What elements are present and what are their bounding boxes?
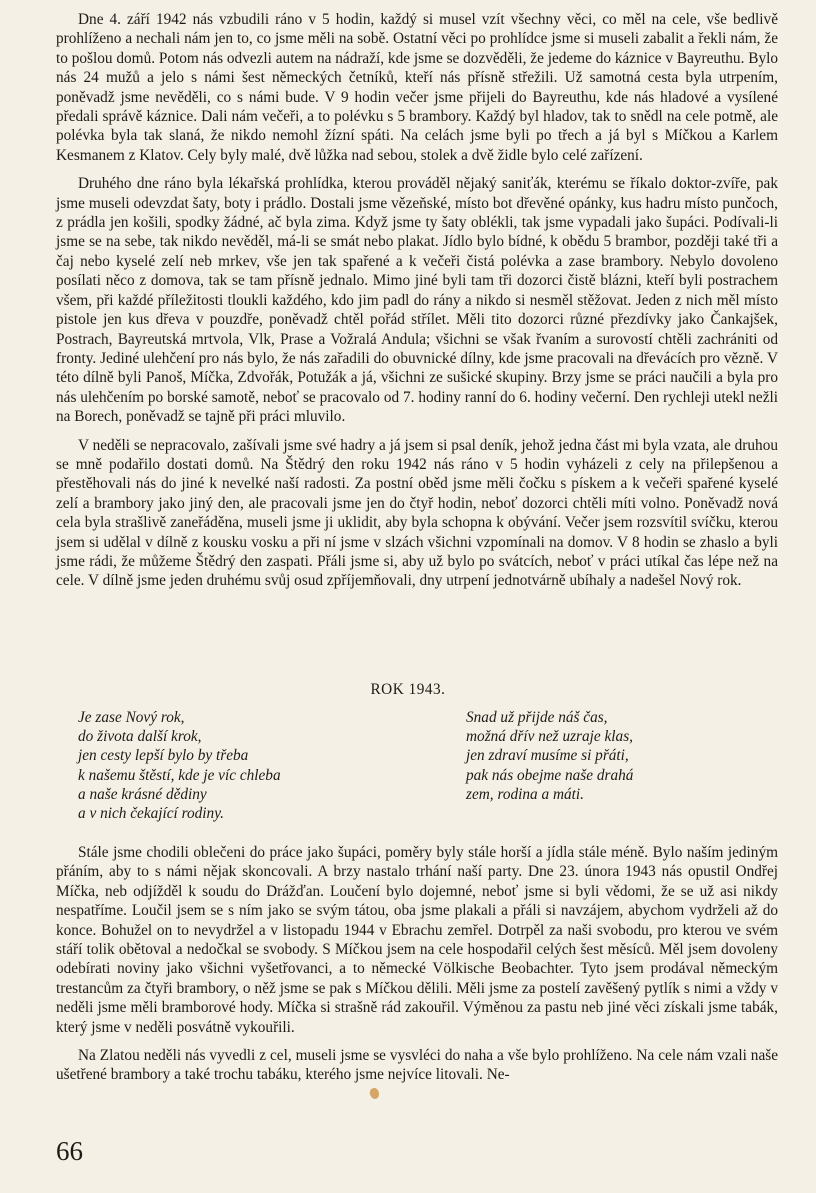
- poem-line: jen zdraví musíme si přáti,: [466, 747, 629, 765]
- poem-right-column: [466, 708, 766, 804]
- poem-line: a v nich čekající rodiny.: [78, 805, 224, 823]
- main-text-upper: [56, 10, 778, 600]
- poem-line: do života další krok,: [78, 728, 202, 746]
- poem-line: zem, rodina a máti.: [466, 785, 584, 803]
- poem-left-column: [78, 708, 418, 823]
- poem-line: Je zase Nový rok,: [78, 709, 185, 726]
- page-number: 66: [56, 1136, 83, 1166]
- paragraph-departure-of-micka: Stále jsme chodili oblečeni do práce jako šupáci, poměry byly stále horší a jídla stále méně. Bylo naším jediným přáním, aby to s námi nějak skoncovali. A brzy nastalo trhání naší party. Dne 23. února 1943 nás opustil Ondřej Míčka, neb odjížděl k soudu do Drážďan. Loučení bylo dojemné, neboť jsme si byli vědomi, že se už asi nikdy nespatříme. Loučil jsem se s ním jako se svým tátou, oba jsme plakali a přáli si navzájem, abychom vydrželi až do konce. Bohužel on to nevydržel a v listopadu 1944 v Ebrachu zemřel. Dotrpěl za naši svobodu, pro kterou ve svém stáří tolik obětoval a nedočkal se svobody. S Míčkou jsem na cele hospodařil celých šest měsíců. Měl jsem dovoleny odebírati noviny jako všichni vyšetřovanci, a to německé Völkische Beobachter. Tyto jsem prodával německým trestancům za čtyři brambory, o něž jsme se pak s Míčkou dělili. Měli jsme za postelí zavěšený pytlík s nimi a vždy v neděli jsme měli bramborové hody. Míčka si strašně rád zakouřil. Výměnou za pastu neb jiné věci získali jsme tabák, který jsme v neděli posvátně vykouřili.: [56, 844, 778, 1036]
- poem-line: pak nás obejme naše drahá: [466, 766, 634, 784]
- main-text-lower: [56, 843, 778, 1094]
- poem-line: jen cesty lepší bylo by třeba: [78, 747, 249, 765]
- paragraph-prison-conditions: Druhého dne ráno byla lékařská prohlídka, kterou prováděl nějaký saniťák, kterému se říkalo doktor-zvíře, pak jsme museli odevzdat šaty, boty i prádlo. Dostali jsme vězeňské, místo bot dřevěné opánky, kus hadru místo punčoch, z prádla jen košili, spodky žádné, ač byla zima. Když jsme ty šaty oblékli, tak jsme vypadali jako šupáci. Podívali-li jsme se na sebe, tak nikdo nevěděl, má-li se smát nebo plakat. Jídlo bylo bídné, k obědu 5 brambor, později také tři a čaj nebo kyselé zelí neb mrkev, vše jen tak spařené a k večeři čistá polévka a zase brambory. Nebylo dovoleno posílati něco z domova, tak se tam přísně jednalo. Mimo jiné byli tam tři dozorci čistě blázni, kteří byli postrachem všem, při každé příležitosti tloukli každého, kdo jim padl do rány a nikdo si nesměl stěžovat. Jeden z nich měl místo pistole jen kus dřeva v pouzdře, poněvadž chtěl pořád střílet. Měli tito dozorci různé přezdívky jako Čankajšek, Postrach, Bayreutská mrtvola, Vlk, Prase a Vožralá Andula; všichni se však řvaním a surovostí chtěli zachrániti od fronty. Jediné ulehčení pro nás bylo, že nás zařadili do obuvnické dílny, kde jsme pracovali na dřevácích pro vězně. V této dílně byli Panoš, Míčka, Zdvořák, Potužák a já, všichni ze sušické skupiny. Brzy jsme se práci naučili a byla pro nás ulehčením po borské samotě, neboť se pracovalo od 7. hodiny ranní do 6. hodiny večerní. Den rychleji utekl nežli na Borech, poněvadž se tajně při práci mluvilo.: [56, 175, 778, 426]
- paragraph-christmas-1942: V neděli se nepracovalo, zašívali jsme své hadry a já jsem si psal deník, jehož jedna část mi byla vzata, ale druhou se mně podařilo dostati domů. Na Štědrý den roku 1942 nás ráno v 5 hodin vyházeli z cely na přilepšenou a přestěhovali nás do jiné k nevelké naší radosti. Za postní oběd jsme měli čočku s pískem a k večeři spařené kyselé zelí a brambory jako jiný den, ale pracovali jsme jen do čtyř hodin, neboť dozorci chtěli míti volno. Poněvadž nová cela byla strašlivě zaneřáděna, museli jsme ji uklidit, aby byla schopna k obývání. Večer jsem rozsvítil svíčku, kterou jsem si udělal v dílně z kousku vosku a při ní jsme v slzách všichni vzpomínali na domov. V 8 hodin se zhaslo a byli jsme rádi, že můžeme Štědrý den zaspati. Přáli jsme si, aby už bylo po svátcích, neboť v práci utíkal čas lépe než na cele. V dílně jsme jeden druhému svůj osud zpříjemňovali, dny utrpení jednotvárně ubíhaly a nadešel Nový rok.: [56, 436, 778, 590]
- poem-line: Snad už přijde náš čas,: [466, 709, 608, 726]
- poem-title: ROK 1943.: [370, 681, 446, 698]
- poem-line: a naše krásné dědiny: [78, 785, 207, 803]
- poem-line: možná dřív než uzraje klas,: [466, 728, 633, 746]
- paragraph-transport-to-bayreuth: Dne 4. září 1942 nás vzbudili ráno v 5 hodin, každý si musel vzít všechny věci, co měl na cele, vše bedlivě prohlíženo a nechali nám jen to, co jsme měli na sobě. Ostatní věci po prohlídce jsme si museli zabalit a řekli nám, že to pošlou domů. Potom nás odvezli autem na nádraží, kde jsme se dozvěděli, že jedeme do káznice v Bayreuthu. Bylo nás 24 mužů a jelo s námi šest německých četníků, kteří nás přísně střežili. Už samotná cesta byla utrpením, poněvadž jsme nevěděli, co s námi bude. V 9 hodin večer jsme přijeli do Bayreuthu, kde nás hladové a vysílené předali správě káznice. Dali nám večeři, a to polévku s 5 brambory. Každý byl hladov, tak to snědl na cele potmě, ale polévka byla tak slaná, že nikdo nemohl žízní spáti. Na celách jsme byli po třech a já byl s Míčkou a Karlem Kesmanem z Klatov. Cely byly malé, dvě lůžka nad sebou, stolek a dvě židle bylo celé zařízení.: [56, 11, 778, 164]
- paragraph-golden-sunday: Na Zlatou neděli nás vyvedli z cel, museli jsme se vysvléci do naha a vše bylo prohlíženo. Na cele nám vzali naše ušetřené brambory a také trochu tabáku, kterého jsme nejvíce litovali. Ne-: [56, 1047, 778, 1084]
- poem-line: k našemu štěstí, kde je víc chleba: [78, 766, 281, 784]
